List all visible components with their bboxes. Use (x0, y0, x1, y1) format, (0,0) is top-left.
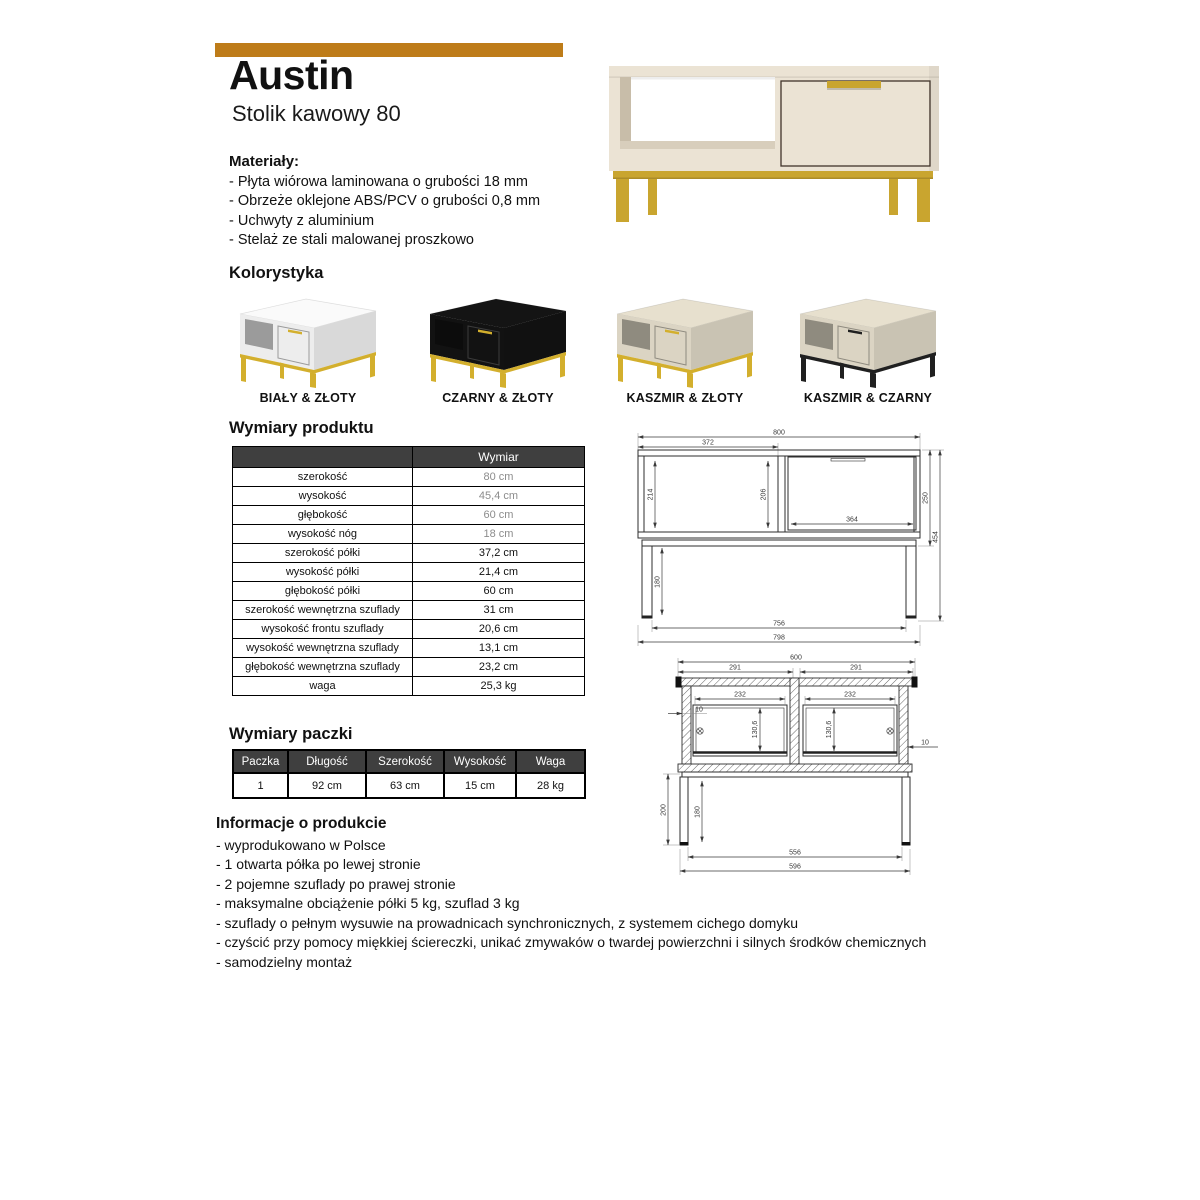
table-row (233, 639, 585, 658)
product-info-item: - 1 otwarta półka po lewej stronie (216, 856, 421, 872)
product-info-item: - samodzielny montaż (216, 953, 353, 970)
materials-heading: Materiały: (229, 153, 300, 170)
materials-item: - Płyta wiórowa laminowana o grubości 18 mm (229, 173, 528, 190)
product-dimensions-table (232, 446, 585, 696)
dim-label: 596 (789, 863, 801, 871)
right-wall-section (899, 686, 908, 764)
table-header-row (233, 447, 585, 468)
dim-label: 250 (922, 492, 930, 504)
dim-label: 10 (695, 706, 703, 714)
dimension-value-cell: 21,4 cm (413, 563, 585, 582)
dim-label: 232 (844, 691, 856, 699)
hero-leg (648, 179, 657, 215)
variant-image (418, 288, 578, 388)
table-row (233, 658, 585, 677)
dim-label: 200 (660, 804, 668, 816)
table-row (233, 506, 585, 525)
dimension-label-cell: szerokość wewnętrzna szuflady (233, 601, 413, 620)
dim-label: 10 (921, 739, 929, 747)
left-wall-section (682, 686, 691, 764)
dim-label: 454 (932, 531, 940, 543)
table-row (233, 773, 585, 798)
dim-label: 232 (734, 691, 746, 699)
variant-label: BIAŁY & ZŁOTY (259, 391, 357, 405)
dimension-value-cell: 25,3 kg (413, 677, 585, 696)
dim-label: 364 (846, 516, 858, 524)
variant-label: KASZMIR & CZARNY (803, 391, 933, 405)
variant-image (605, 288, 765, 388)
dim-label: 180 (694, 806, 702, 818)
product-info-item: - wyprodukowano w Polsce (216, 836, 386, 853)
leg (642, 546, 652, 618)
dim-label: 291 (729, 664, 741, 672)
color-variant-bialy-zloty (228, 288, 388, 405)
page-title: Austin (229, 52, 354, 98)
materials-item: - Uchwyty z aluminium (229, 212, 375, 229)
dim-label: 206 (760, 488, 768, 501)
metal-frame (682, 772, 908, 777)
hero-leg (889, 179, 898, 215)
dimension-label-cell: wysokość frontu szuflady (233, 620, 413, 639)
middle-wall-section (790, 678, 799, 764)
color-variant-kaszmir-zloty (605, 288, 765, 405)
materials-item: - Obrzeże oklejone ABS/PCV o grubości 0,8 mm (229, 193, 541, 209)
hero-leg (917, 179, 930, 222)
dim-label: 372 (702, 439, 714, 447)
color-variant-czarny-zloty (418, 288, 578, 405)
dimension-label-cell: waga (233, 677, 413, 696)
package-cell: 92 cm (288, 773, 366, 798)
table-row (233, 468, 585, 487)
technical-drawing-front (635, 425, 960, 653)
product-info-item: - szuflady o pełnym wysuwie na prowadnicach synchronicznych, z systemem cichego domyku (216, 914, 799, 931)
table-row (233, 601, 585, 620)
dimension-label-cell: wysokość wewnętrzna szuflady (233, 639, 413, 658)
right-drawer-box (803, 705, 897, 756)
drawer-handle-notch (831, 459, 865, 462)
table-row (233, 563, 585, 582)
dimension-value-cell: 60 cm (413, 506, 585, 525)
column-header: Waga (516, 750, 585, 773)
dim-label: 180 (654, 576, 662, 588)
variant-label: KASZMIR & ZŁOTY (626, 391, 744, 405)
table-header-row (233, 750, 585, 773)
dim-label: 556 (789, 849, 801, 857)
column-header: Wysokość (444, 750, 516, 773)
dim-label: 214 (647, 488, 655, 501)
dim-label: 756 (773, 620, 785, 628)
column-header: Paczka (233, 750, 288, 773)
package-cell: 63 cm (366, 773, 444, 798)
product-photo (603, 60, 943, 235)
dimension-value-cell: 37,2 cm (413, 544, 585, 563)
dim-label: 798 (773, 634, 785, 642)
hero-leg (616, 179, 629, 222)
dimension-value-cell: 60 cm (413, 582, 585, 601)
dimension-value-cell: 31 cm (413, 601, 585, 620)
table-row (233, 544, 585, 563)
hero-drawer-handle (827, 81, 881, 88)
dimension-value-cell: 18 cm (413, 525, 585, 544)
materials-item: - Stelaż ze stali malowanej proszkowo (229, 232, 474, 248)
materials-section (229, 152, 540, 251)
package-cell: 15 cm (444, 773, 516, 798)
dimension-label-cell: głębokość (233, 506, 413, 525)
variant-label: CZARNY & ZŁOTY (442, 391, 554, 405)
bottom-panel-section (678, 764, 912, 772)
dimension-label-cell: głębokość półki (233, 582, 413, 601)
product-info-item: - czyścić przy pomocy miękkiej ściereczki, unikać zmywaków o twardej powierzchni i silnych środków chemicznych (216, 934, 927, 950)
dim-label: 291 (850, 664, 862, 672)
package-cell: 28 kg (516, 773, 585, 798)
dimension-value-cell: 45,4 cm (413, 487, 585, 506)
product-info-section (216, 814, 926, 972)
dimension-value-cell: 80 cm (413, 468, 585, 487)
package-cell: 1 (233, 773, 288, 798)
dim-label: 800 (773, 429, 785, 437)
dimension-value-cell: 23,2 cm (413, 658, 585, 677)
metal-frame (642, 540, 916, 546)
dimension-value-cell: 20,6 cm (413, 620, 585, 639)
dimension-label-cell: wysokość (233, 487, 413, 506)
table-row (233, 582, 585, 601)
table-row (233, 677, 585, 696)
product-dimensions-heading: Wymiary produktu (229, 419, 374, 437)
left-drawer-box (693, 705, 787, 756)
colors-heading: Kolorystyka (229, 264, 324, 282)
empty-header-cell (233, 447, 413, 468)
value-header-cell: Wymiar (413, 447, 585, 468)
variant-image (788, 288, 948, 388)
dimension-label-cell: głębokość wewnętrzna szuflady (233, 658, 413, 677)
product-info-item: - maksymalne obciążenie półki 5 kg, szuflad 3 kg (216, 895, 520, 911)
package-dimensions-heading: Wymiary paczki (229, 725, 353, 743)
package-dimensions-table (232, 749, 586, 799)
dim-label: 600 (790, 654, 802, 662)
dimension-label-cell: wysokość nóg (233, 525, 413, 544)
table-row (233, 525, 585, 544)
color-variant-kaszmir-czarny (788, 288, 948, 405)
dim-label: 130,6 (752, 720, 759, 739)
dimension-label-cell: szerokość półki (233, 544, 413, 563)
column-header: Szerokość (366, 750, 444, 773)
column-header: Długość (288, 750, 366, 773)
dimension-value-cell: 13,1 cm (413, 639, 585, 658)
dimension-label-cell: szerokość (233, 468, 413, 487)
page-subtitle: Stolik kawowy 80 (232, 101, 401, 126)
dimension-label-cell: wysokość półki (233, 563, 413, 582)
variant-image (228, 288, 388, 388)
dim-label: 130,6 (826, 720, 833, 739)
leg (906, 546, 916, 618)
product-info-item: - 2 pojemne szuflady po prawej stronie (216, 875, 456, 892)
table-row (233, 620, 585, 639)
table-row (233, 487, 585, 506)
hero-open-shelf (620, 77, 775, 149)
product-info-heading: Informacje o produkcie (216, 815, 387, 832)
